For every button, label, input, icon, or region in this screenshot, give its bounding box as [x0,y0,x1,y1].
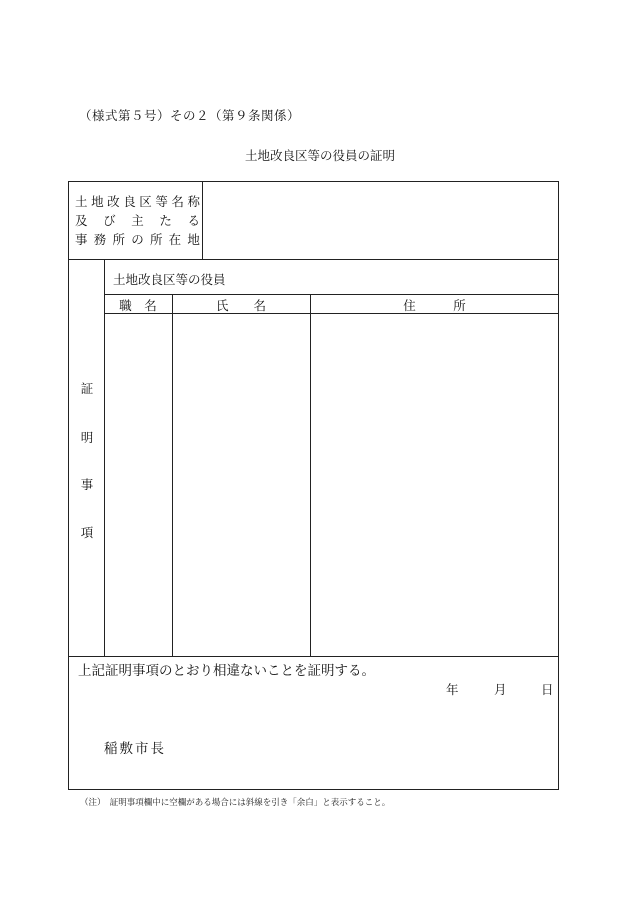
officer-position-column[interactable] [105,314,171,655]
column-header-address: 住 所 [403,298,466,313]
row-divider-declaration [68,656,559,657]
form-number-header: （様式第５号）その２（第９条関係） [79,108,301,123]
officer-name-column[interactable] [173,314,309,655]
label-line-2: 及 び 主 た る [75,213,200,228]
footnote: （注） 証明事項欄中に空欄がある場合には斜線を引き「余白」と表示すること。 [80,798,391,808]
date-day-label: 日 [541,682,554,697]
cert-label-char-1: 証 [80,381,94,396]
row-divider-name-section [68,259,559,260]
issuer-mayor: 稲敷市長 [104,741,166,757]
document-title: 土地改良区等の役員の証明 [244,148,395,163]
cert-label-char-3: 事 [80,477,94,492]
name-and-office-address-field[interactable] [203,182,558,258]
date-year-label: 年 [446,682,459,697]
name-and-office-address-label [75,192,200,249]
officer-address-column[interactable] [311,314,558,655]
label-line-1: 土 地 改 良 区 等 名 称 [75,194,200,209]
cert-label-char-2: 明 [80,430,94,445]
date-month-label: 月 [494,682,507,697]
cert-label-char-4: 項 [80,525,94,540]
certification-statement: 上記証明事項のとおり相違ないことを証明する。 [78,663,375,679]
officers-section-label: 土地改良区等の役員 [113,272,226,287]
column-header-name: 氏 名 [215,298,266,313]
label-line-3: 事 務 所 の 所 在 地 [75,232,200,247]
column-header-position: 職 名 [119,298,157,313]
